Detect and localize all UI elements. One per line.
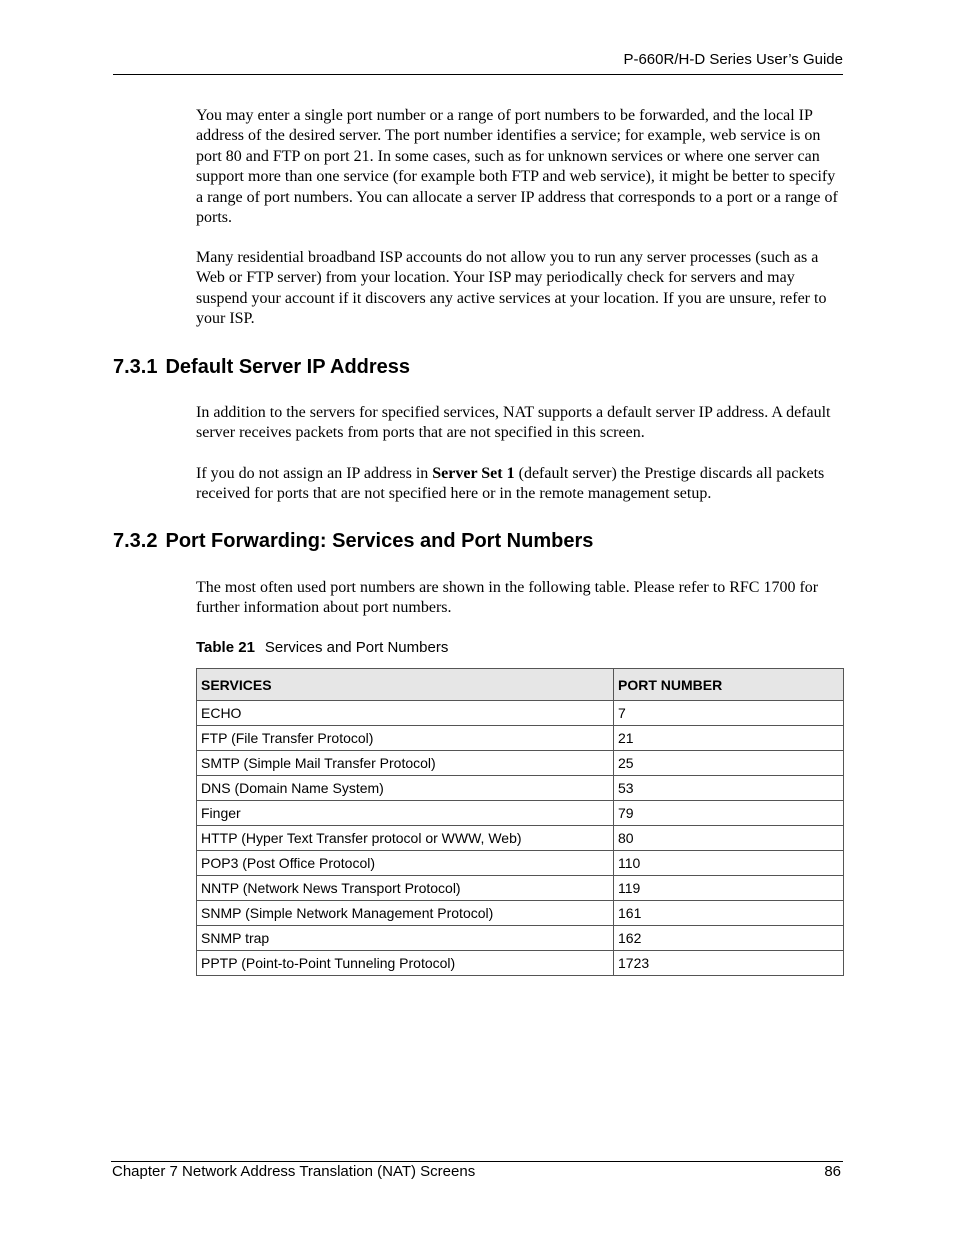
port-cell: 7 <box>614 701 844 726</box>
page-number: 86 <box>824 1163 841 1180</box>
port-cell: 161 <box>614 901 844 926</box>
port-cell: 119 <box>614 876 844 901</box>
service-cell: Finger <box>197 801 614 826</box>
section-number: 7.3.2 <box>113 530 158 552</box>
port-cell: 80 <box>614 826 844 851</box>
service-cell: HTTP (Hyper Text Transfer protocol or WWW, Web) <box>197 826 614 851</box>
table-caption-text: Services and Port Numbers <box>264 639 449 656</box>
section-heading-7-3-2 <box>113 530 593 553</box>
table-header-row <box>197 669 844 701</box>
intro-paragraph-1: You may enter a single port number or a range of port numbers to be forwarded, and the local IP address of the desired server. The port number identifies a service; for example, web service is on port 80 and FTP on port 21. In some cases, such as for unknown services or where one server can support more than one service (for example both FTP and web service), it might be better to specify a range of port numbers. You can allocate a server IP address that corresponds to a port or a range of ports. <box>196 107 838 227</box>
services-port-table <box>196 668 844 976</box>
port-cell: 53 <box>614 776 844 801</box>
page-header <box>113 50 843 75</box>
service-cell: SMTP (Simple Mail Transfer Protocol) <box>197 751 614 776</box>
table-row <box>197 851 844 876</box>
section-title: Port Forwarding: Services and Port Numbers <box>165 530 594 552</box>
service-cell: FTP (File Transfer Protocol) <box>197 726 614 751</box>
header-port-number: PORT NUMBER <box>614 669 844 701</box>
paragraph-text: (default server) the Prestige discards all packets received for ports that are not specified here or in the remote management setup. <box>196 465 825 503</box>
table-row <box>197 701 844 726</box>
guide-title: P-660R/H-D Series User’s Guide <box>623 51 843 68</box>
default-server-paragraph-2 <box>196 464 846 505</box>
service-cell: SNMP (Simple Network Management Protocol) <box>197 901 614 926</box>
paragraph-text: If you do not assign an IP address in <box>196 465 433 482</box>
port-cell: 162 <box>614 926 844 951</box>
service-cell: DNS (Domain Name System) <box>197 776 614 801</box>
port-cell: 110 <box>614 851 844 876</box>
service-cell: SNMP trap <box>197 926 614 951</box>
table-row <box>197 801 844 826</box>
table-row <box>197 726 844 751</box>
service-cell: PPTP (Point-to-Point Tunneling Protocol) <box>197 951 614 976</box>
table-row <box>197 951 844 976</box>
port-cell: 79 <box>614 801 844 826</box>
table-caption <box>196 639 448 656</box>
service-cell: NNTP (Network News Transport Protocol) <box>197 876 614 901</box>
page-footer <box>111 1161 843 1180</box>
port-cell: 21 <box>614 726 844 751</box>
table-row <box>197 901 844 926</box>
port-cell: 1723 <box>614 951 844 976</box>
intro-paragraph-2: Many residential broadband ISP accounts do not allow you to run any server processes (such as a Web or FTP server) from your location. Your ISP may periodically check for servers and may suspend your account if it discovers any active services at your location. If you are unsure, refer to your ISP. <box>196 249 827 328</box>
port-cell: 25 <box>614 751 844 776</box>
server-set-emphasis: Server Set 1 <box>432 465 515 482</box>
footer-chapter: Chapter 7 Network Address Translation (NAT) Screens <box>112 1163 476 1180</box>
table-row <box>197 926 844 951</box>
table-row <box>197 876 844 901</box>
table-row <box>197 776 844 801</box>
default-server-paragraph-1: In addition to the servers for specified services, NAT supports a default server IP address. A default server receives packets from ports that are not specified in this screen. <box>196 404 831 442</box>
section-number: 7.3.1 <box>113 356 158 378</box>
service-cell: ECHO <box>197 701 614 726</box>
section-heading-7-3-1 <box>113 356 410 379</box>
table-row <box>197 826 844 851</box>
table-row <box>197 751 844 776</box>
section-title: Default Server IP Address <box>165 356 411 378</box>
table-caption-label: Table 21 <box>196 639 255 656</box>
port-forwarding-paragraph: The most often used port numbers are shown in the following table. Please refer to RFC 1700 for further information about port numbers. <box>196 579 819 617</box>
header-services: SERVICES <box>197 669 614 701</box>
service-cell: POP3 (Post Office Protocol) <box>197 851 614 876</box>
